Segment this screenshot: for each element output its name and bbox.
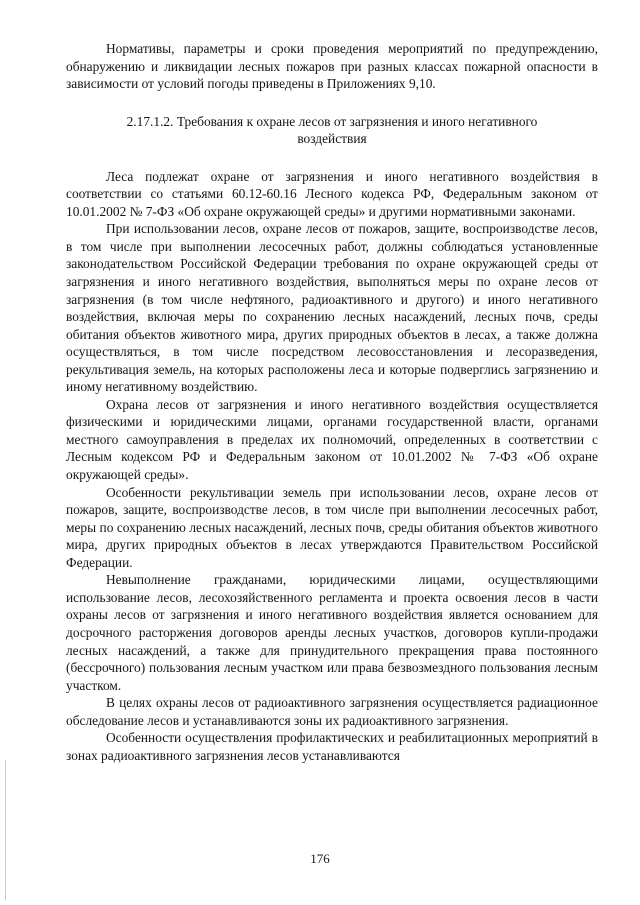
paragraph-forest-use-requirements: При использовании лесов, охране лесов от пожаров, защите, воспроизводстве лесов, в том числе при выполнении лесосечных работ, должны соблюдаться установленные законодательством Российской Федерации требования по охране окружающей среды от загрязнения и иного негативного воздействия, выполняться меры по охране лесов от загрязнения (в том числе нефтяного, радиоактивного и другого) и иного негативного воздействия, включая меры по сохранению лесных насаждений, лесных почв, среды обитания объектов животного мира, других природных объектов в лесах, а также должна осуществляться, в том числе посредством лесовосстановления и лесоразведения, рекультивация земель, на которых расположены леса и которые подверглись загрязнению и иному негативному воздействию. xyxy=(66,221,598,395)
paragraph-fire-standards: Нормативы, параметры и сроки проведения мероприятий по предупреждению, обнаружению и ликвидации лесных пожаров при разных классах пожарной опасности в зависимости от условий погоды приведены в Приложениях 9,10. xyxy=(66,41,598,92)
paragraph-radiation-measures: Особенности осуществления профилактических и реабилитационных мероприятий в зонах радиоактивного загрязнения лесов устанавливаются xyxy=(66,730,598,763)
page-number: 176 xyxy=(310,851,330,866)
paragraph-radiation-survey: В целях охраны лесов от радиоактивного загрязнения осуществляется радиационное обследование лесов и устанавливаются зоны их радиоактивного загрязнения. xyxy=(66,695,598,728)
scan-edge-line xyxy=(5,760,6,900)
page-body xyxy=(66,40,598,764)
paragraph-responsible-parties: Охрана лесов от загрязнения и иного негативного воздействия осуществляется физическими и юридическими лицами, органами государственной власти, органами местного самоуправления в пределах их полномочий, определенных в соответствии с Лесным кодексом РФ и Федеральным законом от 10.01.2002 № 7-ФЗ «Об охране окружающей среды». xyxy=(66,396,598,483)
paragraph-recultivation: Особенности рекультивации земель при использовании лесов, охране лесов от пожаров, защите, воспроизводстве лесов, в том числе при выполнении лесосечных работ, меры по сохранению лесных насаждений, лесных почв, среды обитания объектов животного мира, других природных объектов в лесах утверждаются Правительством Российской Федерации. xyxy=(66,484,598,570)
paragraph-legal-basis: Леса подлежат охране от загрязнения и иного негативного воздействия в соответствии со статьями 60.12-60.16 Лесного кодекса РФ, Федеральным законом от 10.01.2002 № 7-ФЗ «Об охране окружающей среды» и другими нормативными законами. xyxy=(66,168,598,219)
section-heading: 2.17.1.2. Требования к охране лесов от загрязнения и иного негативного воздействия xyxy=(126,113,538,147)
paragraph-non-compliance: Невыполнение гражданами, юридическими лицами, осуществляющими использование лесов, лесохозяйственного регламента и проекта освоения лесов в части охраны лесов от загрязнения и иного негативного воздействия является основанием для досрочного расторжения договоров аренды лесных участков, договоров купли-продажи лесных насаждений, а также для принудительного прекращения права постоянного (бессрочного) пользования лесным участком или права безвозмездного пользования лесным участком. xyxy=(66,572,598,693)
